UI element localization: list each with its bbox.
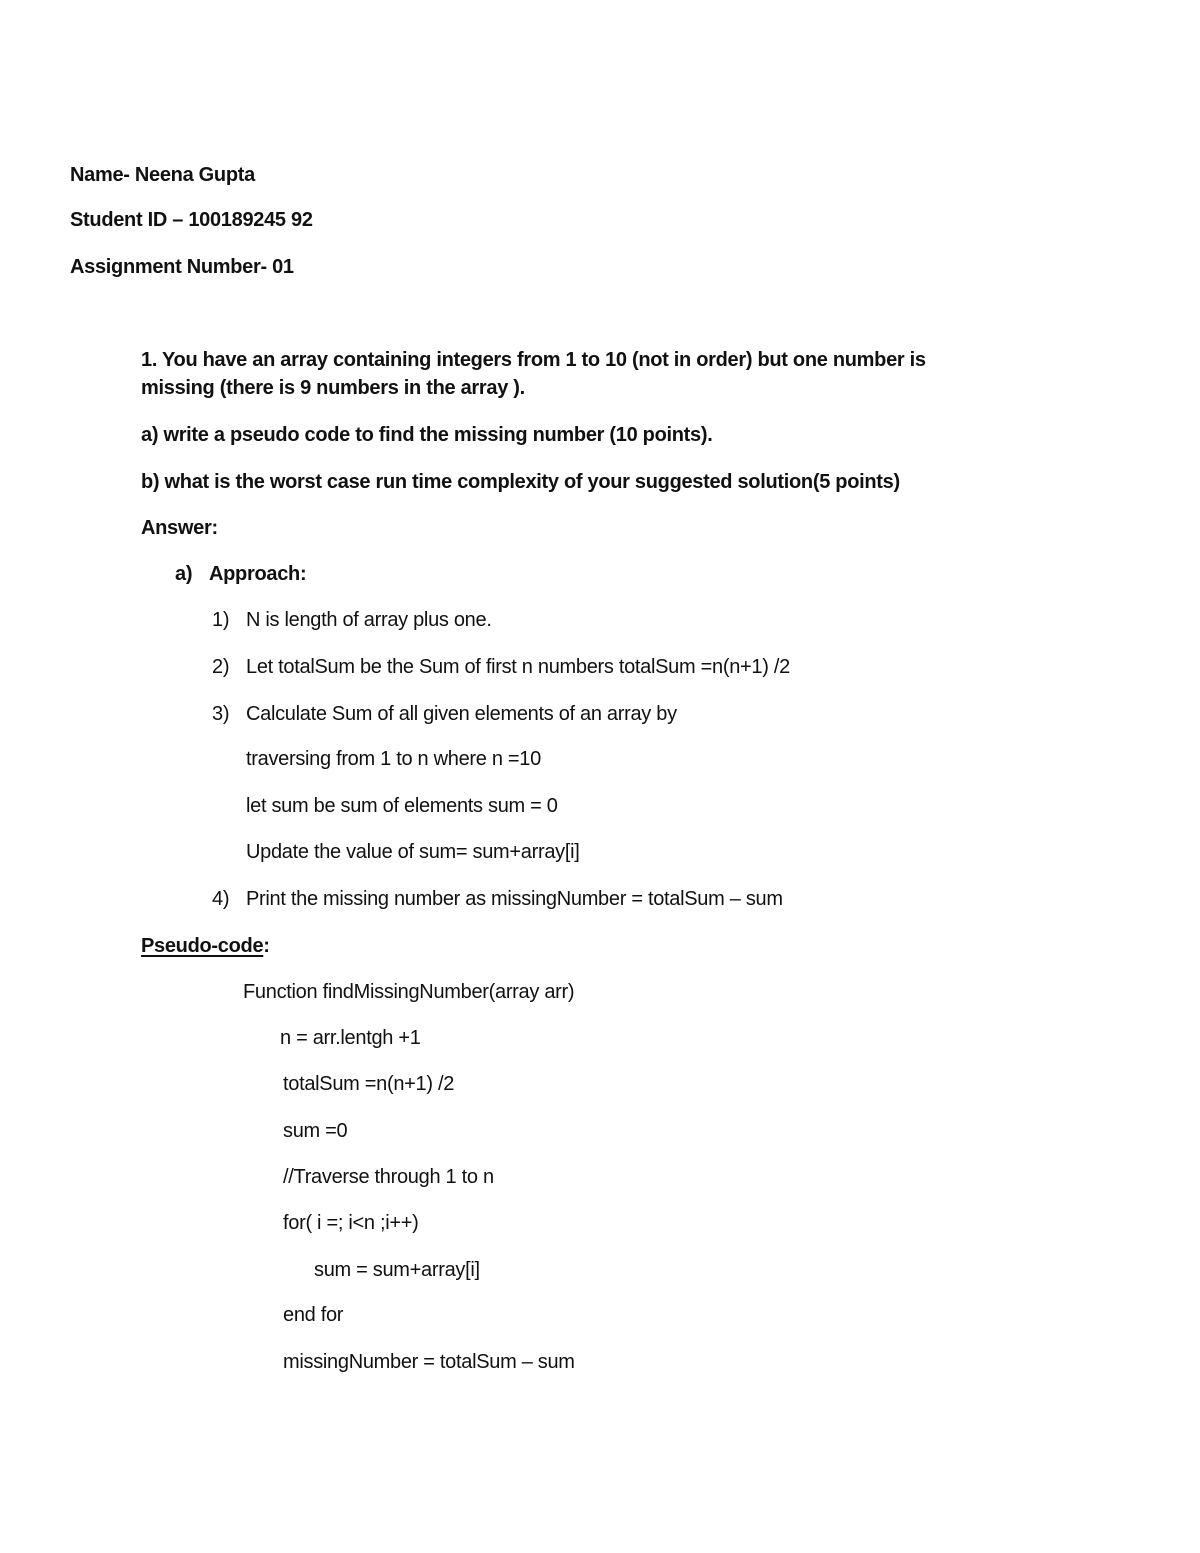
approach-heading <box>175 561 306 587</box>
step-number: 1) <box>212 609 230 631</box>
step-number: 4) <box>212 888 230 910</box>
approach-step <box>212 793 558 819</box>
approach-step <box>212 886 783 912</box>
code-line: Function findMissingNumber(array arr) <box>243 981 575 1003</box>
answer-label: Answer: <box>141 517 218 539</box>
pseudocode-heading <box>141 933 270 959</box>
step-number: 3) <box>212 703 230 725</box>
step-text: traversing from 1 to n where n =10 <box>246 748 541 770</box>
approach-label: Approach: <box>209 563 307 585</box>
step-text: N is length of array plus one. <box>246 609 492 631</box>
code-line: for( i =; i<n ;i++) <box>283 1212 419 1234</box>
code-line: end for <box>283 1304 344 1326</box>
student-name: Name- Neena Gupta <box>70 164 255 186</box>
code-line: sum = sum+array[i] <box>314 1259 480 1281</box>
code-line: missingNumber = totalSum – sum <box>283 1351 575 1373</box>
question-part-a: a) write a pseudo code to find the missing number (10 points). <box>141 424 713 446</box>
code-line: totalSum =n(n+1) /2 <box>283 1073 455 1095</box>
approach-step <box>212 654 790 680</box>
approach-step <box>212 839 580 865</box>
step-text: Calculate Sum of all given elements of an array by <box>246 703 677 725</box>
student-id: Student ID – 100189245 92 <box>70 209 313 231</box>
approach-step <box>212 607 492 633</box>
step-text: Let totalSum be the Sum of first n numbers totalSum =n(n+1) /2 <box>246 656 790 678</box>
step-text: Update the value of sum= sum+array[i] <box>246 841 580 863</box>
pseudocode-heading-text: Pseudo-code <box>141 935 264 957</box>
question-line-1: 1. You have an array containing integers from 1 to 10 (not in order) but one number is <box>141 349 926 371</box>
approach-step <box>212 746 541 772</box>
code-line: n = arr.lentgh +1 <box>280 1027 421 1049</box>
code-line: //Traverse through 1 to n <box>283 1166 494 1188</box>
step-number: 2) <box>212 656 230 678</box>
approach-step <box>212 701 677 727</box>
assignment-number: Assignment Number- 01 <box>70 256 294 278</box>
code-line: sum =0 <box>283 1120 348 1142</box>
step-text: Print the missing number as missingNumber = totalSum – sum <box>246 888 783 910</box>
pseudocode-heading-colon: : <box>263 935 270 957</box>
question-line-2: missing (there is 9 numbers in the array ). <box>141 377 525 399</box>
step-text: let sum be sum of elements sum = 0 <box>246 795 558 817</box>
approach-marker: a) <box>175 563 193 585</box>
question-part-b: b) what is the worst case run time complexity of your suggested solution(5 points) <box>141 471 900 493</box>
